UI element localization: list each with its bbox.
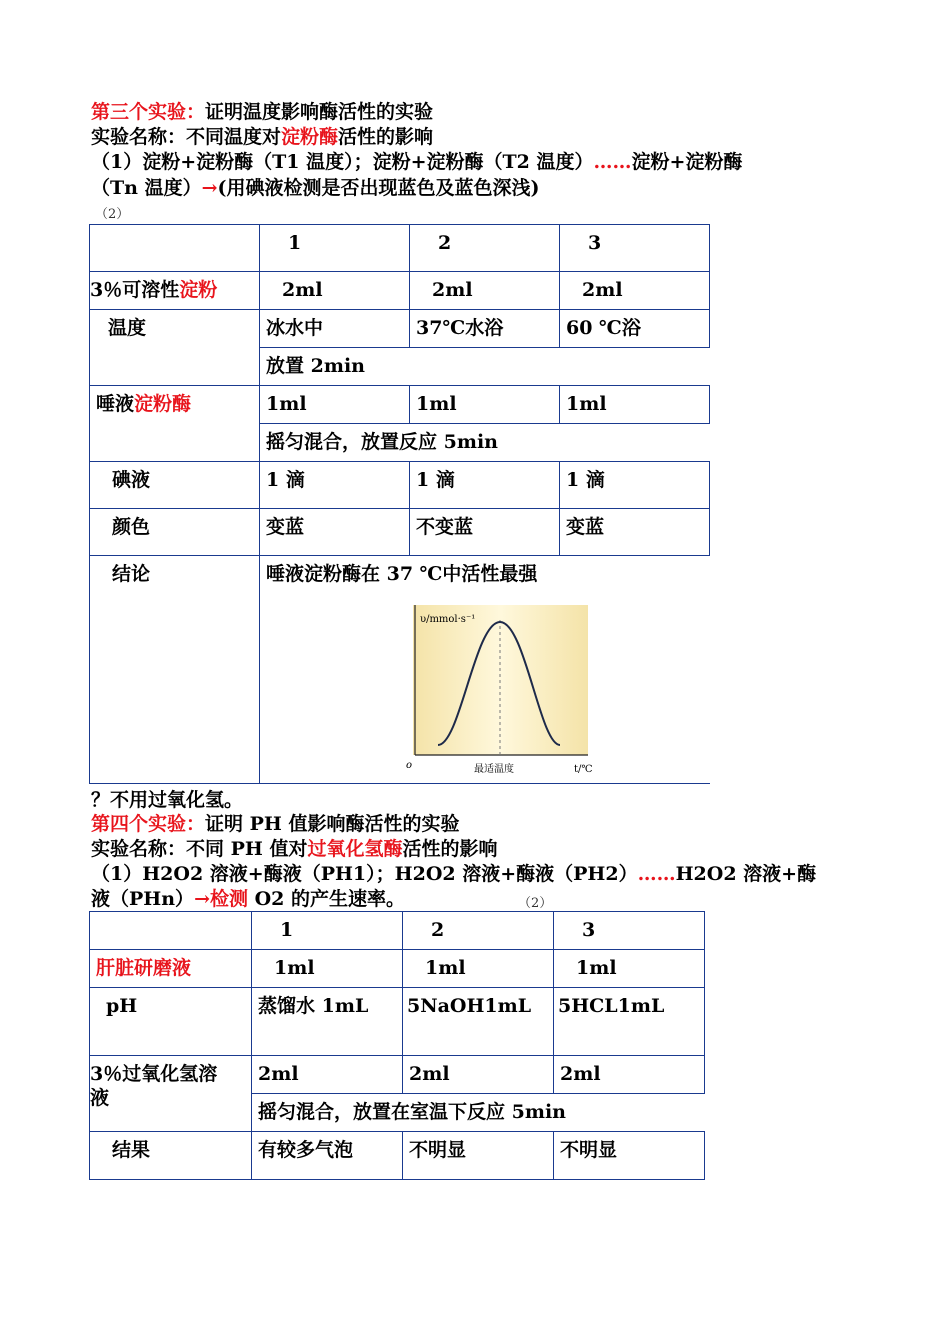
exp4-name-enzyme: 过氧化氢酶 [307, 838, 403, 860]
exp3-name-prefix: 实验名称：不同温度对 [91, 126, 282, 148]
row-label-h2o2-a: 3％过氧化氢溶 [90, 1063, 218, 1085]
table-row [90, 912, 705, 950]
color-cell: 变蓝 [260, 509, 410, 556]
exp3-step1-d: (用碘液检测是否出现蓝色及蓝色深浅) [217, 177, 540, 199]
exp4-step1-b: H2O2 溶液+酶 [675, 863, 817, 885]
liver-cell: 1ml [403, 950, 554, 988]
amylase-cell: 1ml [260, 386, 410, 424]
exp4-step1-c: 液（PHn） [91, 888, 195, 910]
table-row [90, 509, 710, 556]
header-col-1: 1 [260, 225, 410, 272]
exp4-title [91, 812, 460, 836]
exp3-step1-line1 [91, 150, 742, 174]
row-label-color: 颜色 [90, 509, 260, 556]
header-col-3: 3 [560, 225, 710, 272]
row-label-amylase-red: 淀粉酶 [134, 393, 192, 415]
table-row [90, 950, 705, 988]
header-col-2: 2 [410, 225, 560, 272]
table-row [90, 1132, 705, 1180]
row-label-ph: pH [90, 988, 252, 1056]
starch-cell: 2ml [410, 272, 560, 310]
row-label-iodine: 碘液 [90, 462, 260, 509]
chart-xlabel: t/℃ [574, 764, 593, 775]
exp4-step1-detect: 检测 [209, 888, 248, 910]
place-2min-cell: 放置 2min [260, 348, 710, 386]
row-label-amylase-prefix: 唾液 [96, 393, 135, 415]
exp4-step1-dots: …… [637, 863, 676, 885]
ph-cell: 5HCL1mL [554, 988, 705, 1056]
row-label-starch-prefix: 3％可溶性 [90, 279, 180, 301]
exp3-step1-a: （1）淀粉+淀粉酶（T1 温度）；淀粉+淀粉酶（T2 温度） [91, 151, 594, 173]
iodine-cell: 1 滴 [260, 462, 410, 509]
ph-cell: 5NaOH1mL [403, 988, 554, 1056]
table-row [90, 1056, 705, 1094]
result-cell: 有较多气泡 [252, 1132, 403, 1180]
ph-cell: 蒸馏水 1mL [252, 988, 403, 1056]
header-col-1: 1 [252, 912, 403, 950]
exp3-step1-c: （Tn 温度） [91, 177, 202, 199]
temp-cell: 37℃水浴 [410, 310, 560, 348]
row-label-amylase [90, 386, 260, 462]
result-cell: 不明显 [403, 1132, 554, 1180]
arrow-icon: → [194, 888, 210, 910]
table-row [90, 386, 710, 424]
exp4-title-rest: 证明 PH 值影响酶活性的实验 [205, 813, 460, 835]
exp3-name [91, 125, 433, 149]
iodine-cell: 1 滴 [560, 462, 710, 509]
enzyme-activity-curve [400, 600, 605, 780]
exp3-step1-line2 [91, 176, 539, 200]
header-col-3: 3 [554, 912, 705, 950]
table-row [90, 988, 705, 1056]
exp4-name [91, 837, 498, 861]
conclusion-text: 唾液淀粉酶在 37 ℃中活性最强 [266, 563, 538, 585]
exp4-name-prefix: 实验名称：不同 PH 值对 [91, 838, 308, 860]
mix-room-temp-cell: 摇匀混合，放置在室温下反应 5min [252, 1094, 705, 1132]
arrow-icon: → [201, 177, 218, 199]
exp3-note: ？不用过氧化氢。 [91, 789, 244, 811]
color-cell: 变蓝 [560, 509, 710, 556]
mix-5min-cell: 摇匀混合，放置反应 5min [260, 424, 710, 462]
starch-cell: 2ml [560, 272, 710, 310]
exp4-step1-line1 [91, 862, 816, 886]
header-blank-cell [90, 225, 260, 272]
liver-cell: 1ml [252, 950, 403, 988]
liver-cell: 1ml [554, 950, 705, 988]
row-label-result: 结果 [90, 1132, 252, 1180]
exp3-name-suffix: 活性的影响 [338, 126, 434, 148]
amylase-cell: 1ml [410, 386, 560, 424]
iodine-cell: 1 滴 [410, 462, 560, 509]
header-col-2: 2 [403, 912, 554, 950]
row-label-starch-red: 淀粉 [179, 279, 218, 301]
table-row [90, 272, 710, 310]
header-blank-cell [90, 912, 252, 950]
result-cell: 不明显 [554, 1132, 705, 1180]
row-label-liver: 肝脏研磨液 [90, 950, 252, 988]
row-label-h2o2 [90, 1056, 252, 1132]
exp3-step1-dots: …… [593, 151, 632, 173]
exp4-step1-a: （1）H2O2 溶液+酶液（PH1）；H2O2 溶液+酶液（PH2） [91, 863, 638, 885]
amylase-cell: 1ml [560, 386, 710, 424]
h2o2-cell: 2ml [554, 1056, 705, 1094]
table-row [90, 310, 710, 348]
exp3-step1-b: 淀粉+淀粉酶 [631, 151, 743, 173]
exp4-step1-d: O2 的产生速率。 [248, 888, 406, 910]
exp3-label-2: （2） [95, 207, 130, 222]
exp4-step1-line2 [91, 887, 405, 911]
exp3-title-prefix: 第三个实验： [91, 101, 206, 123]
h2o2-cell: 2ml [403, 1056, 554, 1094]
exp3-name-enzyme: 淀粉酶 [281, 126, 339, 148]
exp4-label-2: （2） [518, 896, 553, 911]
table-row [90, 462, 710, 509]
temp-cell: 冰水中 [260, 310, 410, 348]
exp3-title-rest: 证明温度影响酶活性的实验 [205, 101, 434, 123]
starch-cell: 2ml [260, 272, 410, 310]
chart-xcenter: 最适温度 [474, 764, 514, 775]
exp4-title-prefix: 第四个实验： [91, 813, 206, 835]
color-cell: 不变蓝 [410, 509, 560, 556]
row-label-conclusion: 结论 [90, 556, 260, 784]
temp-cell: 60 ℃浴 [560, 310, 710, 348]
exp4-table [89, 911, 705, 1180]
h2o2-cell: 2ml [252, 1056, 403, 1094]
chart-ylabel: υ/mmol·s⁻¹ [420, 614, 476, 625]
exp3-title [91, 100, 433, 124]
table-row [90, 225, 710, 272]
row-label-temperature: 温度 [90, 310, 260, 386]
exp4-name-suffix: 活性的影响 [402, 838, 498, 860]
row-label-starch [90, 272, 260, 310]
chart-origin: o [406, 760, 413, 771]
row-label-h2o2-b: 液 [90, 1087, 110, 1109]
